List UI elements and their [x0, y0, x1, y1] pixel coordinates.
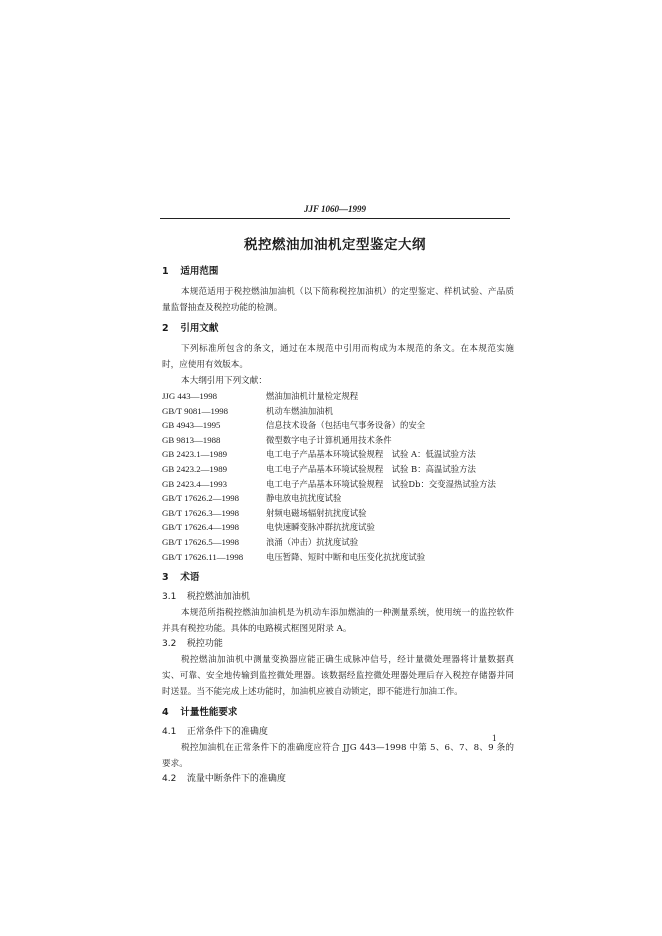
document-body	[162, 264, 514, 787]
reference-item	[162, 506, 514, 521]
subsection-title: 流量中断条件下的准确度	[186, 774, 286, 785]
reference-code: JJG 443—1998	[162, 391, 217, 401]
subsection-heading-3-1	[162, 590, 514, 605]
reference-code: GB/T 17626.2—1998	[162, 493, 240, 504]
reference-code: GB 2423.2—1989	[162, 463, 228, 474]
subsection-heading-4-2	[162, 772, 514, 787]
reference-title: 机动车燃油加油机	[266, 405, 333, 416]
subsection-3-1-paragraph: 本规范所指税控燃油加油机是为机动车添加燃油的一种测量系统，使用统一的监控软件并具有税控功能。具体的电路模式框图见附录 A。	[162, 608, 514, 635]
section-heading-3	[162, 570, 514, 585]
reference-item	[162, 389, 514, 404]
subsection-title: 税控燃油加油机	[186, 592, 250, 603]
section-number: 1	[162, 266, 169, 277]
reference-code: GB 2423.4—1993	[162, 478, 228, 489]
reference-item	[162, 535, 514, 550]
section-title: 引用文献	[180, 323, 219, 334]
reference-code: GB/T 17626.5—1998	[162, 536, 240, 547]
section-number: 4	[162, 707, 169, 719]
section-2-paragraph-1: 下列标准所包含的条文，通过在本规范中引用而构成为本规范的条文。在本规范实施时，应使用有效版本。	[162, 344, 514, 370]
reference-title: 浪涌（冲击）抗扰度试验	[266, 536, 359, 547]
section-2-paragraph-2: 本大纲引用下列文献：	[181, 376, 267, 386]
subsection-4-1-paragraph: 税控加油机在正常条件下的准确度应符合 JJG 443—1998 中第 5、6、7、8、9 条的要求。	[162, 743, 514, 770]
page-number: 1	[492, 733, 497, 743]
subsection-number: 3.1	[162, 592, 177, 603]
reference-code: GB/T 17626.3—1998	[162, 507, 240, 518]
section-number: 3	[162, 572, 169, 584]
reference-code: GB/T 17626.11—1998	[162, 551, 244, 562]
subsection-3-2-paragraph: 税控燃油加油机中测量变换器应能正确生成脉冲信号，经计量微处理器将计量数据真实、可靠、安全地传输到监控微处理器。该数据经监控微处理器处理后存入税控存储器并同时送显。当不能完成上述功能时，加油机应被自动锁定，即不能进行加油工作。	[162, 655, 514, 698]
reference-title: 电压暂降、短时中断和电压变化抗扰度试验	[266, 551, 426, 562]
reference-title: 微型数字电子计算机通用技术条件	[266, 434, 392, 445]
reference-code: GB 4943—1995	[162, 420, 221, 431]
reference-item	[162, 491, 514, 506]
subsection-number: 4.1	[162, 727, 177, 738]
reference-item	[162, 447, 514, 462]
reference-code: GB/T 17626.4—1998	[162, 522, 240, 533]
header-rule	[160, 218, 510, 219]
section-title: 适用范围	[180, 266, 219, 277]
section-1-paragraph: 本规范适用于税控燃油加油机（以下简称税控加油机）的定型鉴定、样机试验、产品质量监督抽查及税控功能的检测。	[162, 287, 514, 313]
reference-title: 电工电子产品基本环境试验规程 试验 B：高温试验方法	[266, 463, 476, 474]
reference-title: 燃油加油机计量检定规程	[266, 391, 359, 401]
subsection-title: 正常条件下的准确度	[186, 727, 268, 738]
section-heading-2	[162, 321, 514, 336]
subsection-heading-4-1	[162, 725, 514, 740]
page-header-standard-code: JJF 1060—1999	[303, 204, 367, 214]
reference-title: 电快速瞬变脉冲群抗扰度试验	[266, 522, 375, 533]
reference-title: 射频电磁场辐射抗扰度试验	[266, 507, 367, 518]
reference-title: 电工电子产品基本环境试验规程 试验 A：低温试验方法	[266, 449, 476, 460]
reference-code: GB 2423.1—1989	[162, 449, 228, 460]
reference-item	[162, 477, 514, 492]
section-heading-4	[162, 705, 514, 720]
reference-title: 电工电子产品基本环境试验规程 试验Db：交变湿热试验方法	[266, 478, 496, 489]
reference-code: GB 9813—1988	[162, 434, 221, 445]
section-number: 2	[162, 323, 169, 334]
reference-item	[162, 520, 514, 535]
reference-item	[162, 404, 514, 419]
reference-list	[162, 389, 514, 564]
section-title: 术语	[180, 572, 200, 584]
reference-code: GB/T 9081—1998	[162, 405, 229, 416]
subsection-heading-3-2	[162, 637, 514, 652]
document-title: 税控燃油加油机定型鉴定大纲	[244, 237, 426, 253]
section-heading-1	[162, 264, 514, 279]
reference-item	[162, 418, 514, 433]
section-title: 计量性能要求	[180, 707, 238, 719]
reference-title: 静电放电抗扰度试验	[266, 493, 342, 504]
reference-item	[162, 462, 514, 477]
subsection-number: 3.2	[162, 639, 177, 650]
reference-item	[162, 550, 514, 565]
reference-item	[162, 433, 514, 448]
subsection-title: 税控功能	[186, 639, 223, 650]
subsection-number: 4.2	[162, 774, 177, 785]
reference-title: 信息技术设备（包括电气事务设备）的安全	[266, 420, 426, 431]
